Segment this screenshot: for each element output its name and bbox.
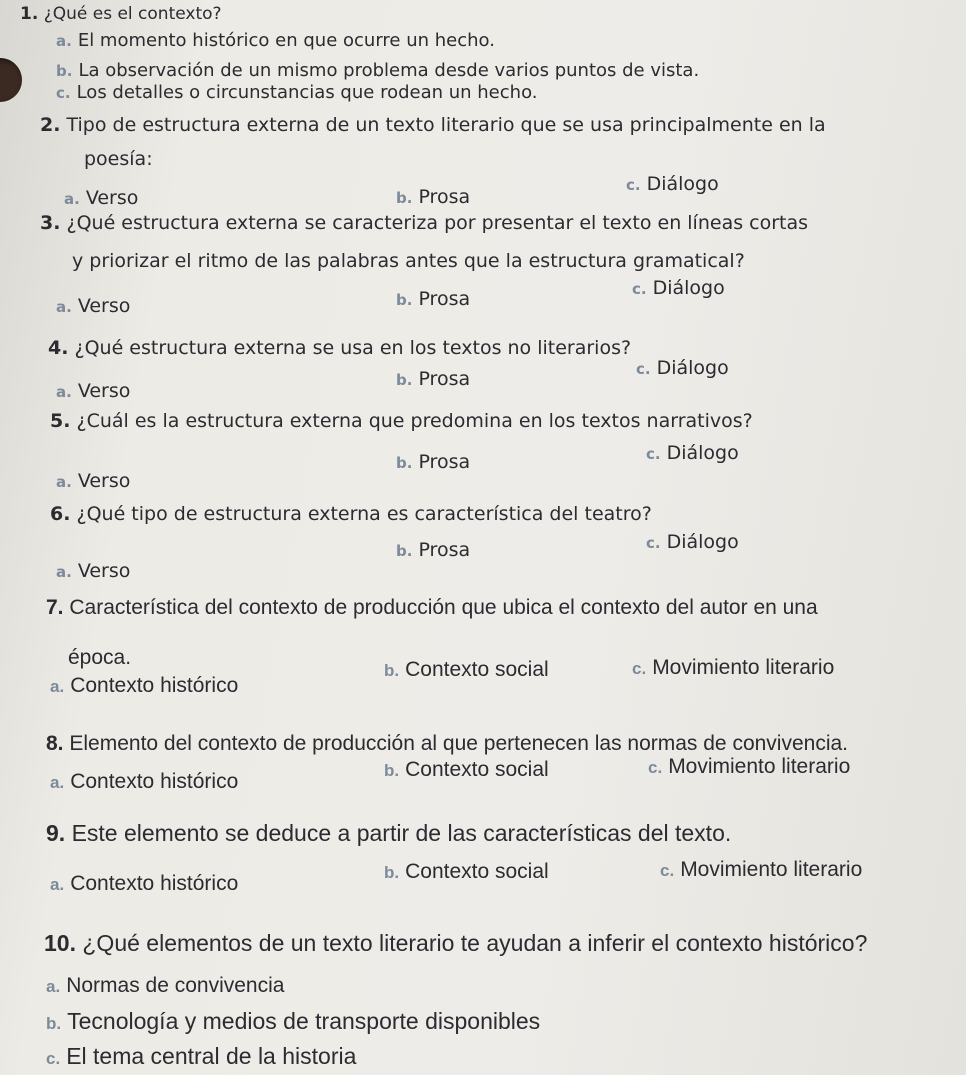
- option-text: Contexto histórico: [70, 770, 239, 793]
- option-letter: c.: [660, 861, 675, 880]
- question-8: [46, 732, 848, 756]
- option-text: Diálogo: [666, 531, 739, 553]
- option-7b[interactable]: [384, 658, 549, 682]
- option-text: Prosa: [418, 539, 471, 561]
- option-9b[interactable]: [384, 860, 549, 884]
- option-text: Prosa: [418, 288, 471, 310]
- option-1c[interactable]: [56, 82, 537, 103]
- question-number: 9.: [46, 820, 66, 846]
- question-5: [50, 410, 753, 432]
- question-number: 2.: [40, 114, 61, 136]
- option-text: Prosa: [418, 451, 471, 473]
- question-10: [44, 930, 867, 957]
- option-letter: b.: [384, 761, 400, 780]
- option-3b[interactable]: [396, 288, 470, 310]
- option-10c[interactable]: [46, 1043, 356, 1070]
- question-text: ¿Qué estructura externa se caracteriza por presentar el texto en líneas cortas: [66, 212, 809, 234]
- option-5b[interactable]: [396, 451, 470, 473]
- option-text: Contexto histórico: [70, 872, 239, 895]
- option-text: Verso: [77, 295, 131, 317]
- question-2-line-2: poesía:: [84, 148, 153, 170]
- option-letter: c.: [646, 445, 661, 463]
- option-text: Contexto social: [405, 658, 549, 681]
- question-number: 1.: [20, 4, 39, 24]
- option-letter: b.: [396, 371, 413, 389]
- question-text: Tipo de estructura externa de un texto literario que se usa principalmente en la: [66, 114, 826, 136]
- question-text: Característica del contexto de producción que ubica el contexto del autor en una: [69, 596, 818, 619]
- option-5c[interactable]: [646, 442, 739, 464]
- option-letter: a.: [56, 32, 72, 50]
- option-letter: c.: [632, 280, 647, 298]
- question-text: ¿Qué tipo de estructura externa es característica del teatro?: [76, 503, 652, 525]
- option-letter: b.: [56, 62, 73, 80]
- option-9c[interactable]: [660, 858, 862, 882]
- option-7a[interactable]: [50, 674, 238, 698]
- binder-hole: [0, 58, 22, 102]
- question-text: Este elemento se deduce a partir de las características del texto.: [71, 820, 732, 846]
- option-text: Diálogo: [656, 357, 729, 379]
- question-text: Elemento del contexto de producción al que pertenecen las normas de convivencia.: [69, 732, 849, 755]
- option-letter: c.: [648, 758, 663, 777]
- option-letter: a.: [56, 563, 72, 581]
- question-number: 5.: [50, 410, 71, 432]
- question-number: 10.: [44, 930, 76, 956]
- option-text: Movimiento literario: [668, 755, 851, 778]
- option-2c[interactable]: [626, 173, 719, 195]
- question-text: ¿Cuál es la estructura externa que predomina en los textos narrativos?: [76, 410, 753, 432]
- option-6b[interactable]: [396, 539, 470, 561]
- question-3: [40, 212, 808, 234]
- option-4b[interactable]: [396, 368, 470, 390]
- question-4: [48, 337, 631, 359]
- option-letter: b.: [384, 661, 400, 680]
- option-text: Prosa: [418, 186, 471, 208]
- option-8b[interactable]: [384, 758, 549, 782]
- option-letter: b.: [384, 863, 400, 882]
- option-1b[interactable]: [56, 60, 699, 81]
- option-letter: a.: [56, 298, 72, 316]
- option-3a[interactable]: [56, 295, 130, 317]
- option-8a[interactable]: [50, 770, 238, 794]
- question-number: 8.: [46, 732, 64, 755]
- option-5a[interactable]: [56, 470, 130, 492]
- option-letter: a.: [56, 383, 72, 401]
- option-3c[interactable]: [632, 277, 725, 299]
- option-2b[interactable]: [396, 186, 470, 208]
- option-10b[interactable]: [46, 1008, 540, 1035]
- option-10a[interactable]: [46, 974, 284, 998]
- option-letter: a.: [64, 190, 80, 208]
- option-text: Diálogo: [666, 442, 739, 464]
- question-6: [50, 503, 652, 525]
- question-1: [20, 4, 222, 24]
- option-letter: a.: [56, 473, 72, 491]
- option-letter: c.: [46, 1049, 61, 1068]
- option-letter: a.: [50, 875, 65, 894]
- option-letter: a.: [50, 773, 65, 792]
- question-7-line-2: época.: [68, 646, 132, 669]
- option-letter: b.: [396, 189, 413, 207]
- option-text: Contexto histórico: [70, 674, 239, 697]
- option-6c[interactable]: [646, 531, 739, 553]
- question-text: ¿Qué elementos de un texto literario te ayudan a inferir el contexto histórico?: [82, 930, 868, 956]
- option-text: El momento histórico en que ocurre un hecho.: [77, 30, 495, 51]
- option-letter: b.: [396, 454, 413, 472]
- option-text: Movimiento literario: [680, 858, 863, 881]
- option-6a[interactable]: [56, 560, 130, 582]
- option-text: Diálogo: [652, 277, 725, 299]
- option-text: Contexto social: [405, 860, 549, 883]
- question-text: ¿Qué es el contexto?: [43, 4, 222, 24]
- question-3-line-2: y priorizar el ritmo de las palabras antes que la estructura gramatical?: [72, 250, 745, 272]
- option-letter: c.: [636, 360, 651, 378]
- option-letter: c.: [646, 534, 661, 552]
- option-text: Movimiento literario: [652, 656, 835, 679]
- option-letter: b.: [396, 291, 413, 309]
- option-text: Verso: [77, 470, 131, 492]
- option-text: Tecnología y medios de transporte disponibles: [67, 1008, 541, 1034]
- question-number: 3.: [40, 212, 61, 234]
- option-letter: a.: [50, 677, 65, 696]
- option-text: Diálogo: [646, 173, 719, 195]
- option-text: Contexto social: [405, 758, 549, 781]
- option-text: Los detalles o circunstancias que rodean un hecho.: [76, 82, 538, 103]
- option-text: Verso: [77, 380, 131, 402]
- option-text: Verso: [77, 560, 131, 582]
- question-7: [46, 596, 818, 620]
- option-letter: b.: [46, 1014, 62, 1033]
- option-1a[interactable]: [56, 30, 495, 51]
- question-number: 6.: [50, 503, 71, 525]
- option-text: Verso: [85, 187, 139, 209]
- option-text: La observación de un mismo problema desde varios puntos de vista.: [78, 60, 700, 81]
- question-number: 4.: [48, 337, 69, 359]
- option-8c[interactable]: [648, 755, 850, 779]
- option-letter: a.: [46, 977, 61, 996]
- question-text: ¿Qué estructura externa se usa en los textos no literarios?: [74, 337, 632, 359]
- question-number: 7.: [46, 596, 64, 619]
- option-9a[interactable]: [50, 872, 238, 896]
- option-text: El tema central de la historia: [66, 1043, 357, 1069]
- question-9: [46, 820, 731, 847]
- option-4c[interactable]: [636, 357, 729, 379]
- option-letter: b.: [396, 542, 413, 560]
- option-letter: c.: [56, 84, 71, 102]
- option-2a[interactable]: [64, 187, 138, 209]
- option-letter: c.: [626, 176, 641, 194]
- option-letter: c.: [632, 659, 647, 678]
- question-2: [40, 114, 826, 136]
- option-4a[interactable]: [56, 380, 130, 402]
- option-text: Prosa: [418, 368, 471, 390]
- option-text: Normas de convivencia: [66, 974, 285, 997]
- option-7c[interactable]: [632, 656, 834, 680]
